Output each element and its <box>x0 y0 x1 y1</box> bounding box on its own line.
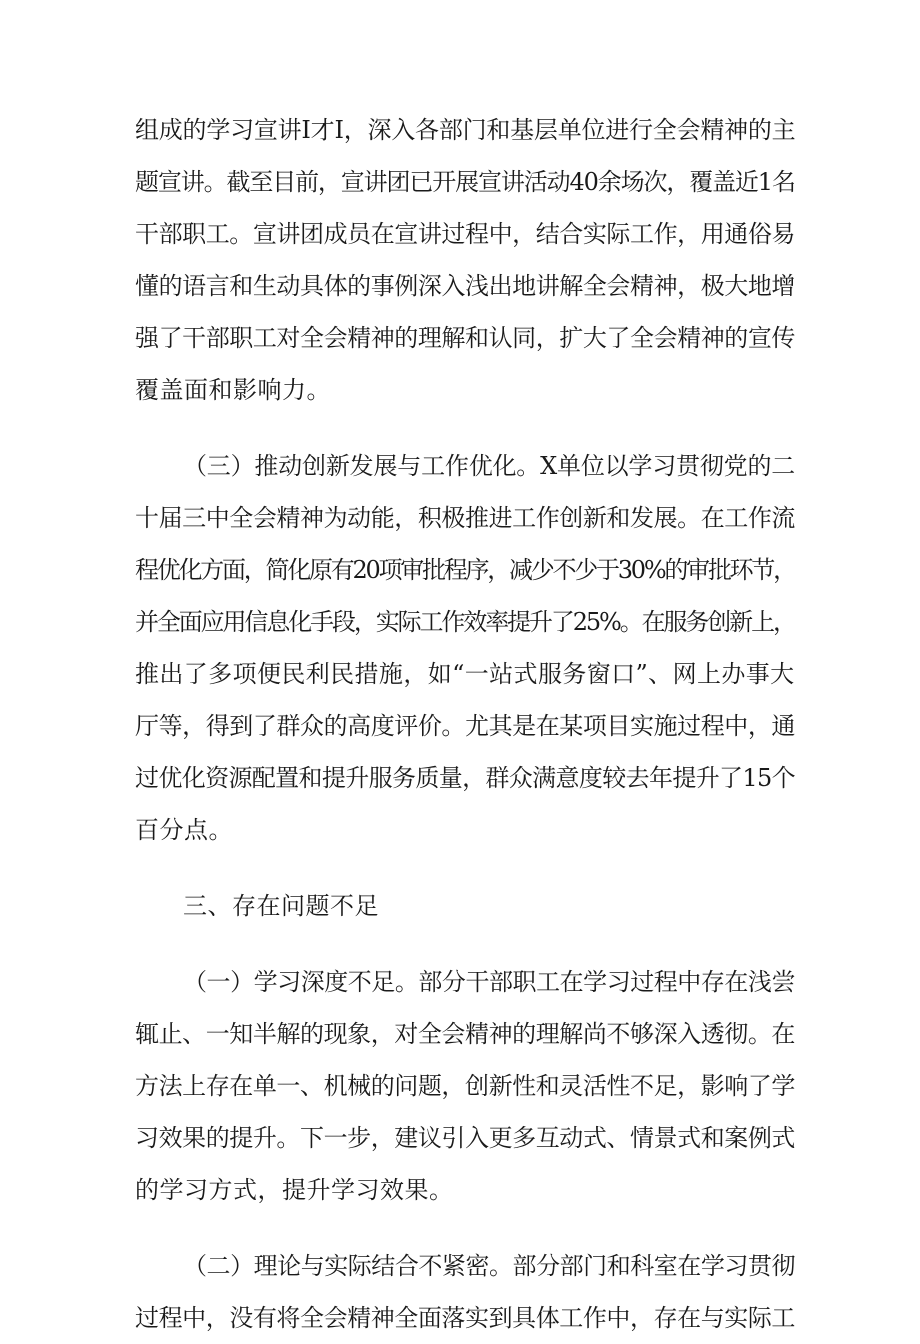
text-line: （一）学习深度不足。部分干部职工在学习过程中存在浅尝 <box>183 968 795 996</box>
text-line: 懂的语言和生动具体的事例深入浅出地讲解全会精神，极大地增 <box>135 272 795 300</box>
text-line: 三、存在问题不足 <box>183 892 379 920</box>
text-line: 辄止、一知半解的现象，对全会精神的理解尚不够深入透彻。在 <box>135 1020 795 1048</box>
paragraph-innovation <box>135 440 795 856</box>
section-heading-problems <box>135 880 795 932</box>
text-line: 过优化资源配置和提升服务质量，群众满意度较去年提升了15个 <box>135 764 796 792</box>
paragraph-propaganda-team <box>135 104 795 416</box>
paragraph-spacing <box>135 856 795 880</box>
text-line: 并全面应用信息化手段，实际工作效率提升了25%。在服务创新上， <box>135 608 795 636</box>
text-line: 组成的学习宣讲I才I，深入各部门和基层单位进行全会精神的主 <box>135 116 796 144</box>
text-line: 程优化方面，简化原有20项审批程序，减少不少于30%的审批环节， <box>135 556 795 584</box>
text-line: （三）推动创新发展与工作优化。X单位以学习贯彻党的二 <box>183 452 796 480</box>
paragraph-theory-practice <box>135 1240 795 1344</box>
paragraph-spacing <box>135 932 795 956</box>
document-body <box>135 104 795 1344</box>
text-line: 十届三中全会精神为动能，积极推进工作创新和发展。在工作流 <box>135 504 795 532</box>
text-line: （二）理论与实际结合不紧密。部分部门和科室在学习贯彻 <box>183 1252 795 1280</box>
text-line: 干部职工。宣讲团成员在宣讲过程中，结合实际工作，用通俗易 <box>135 220 795 248</box>
paragraph-spacing <box>135 1216 795 1240</box>
text-line: 题宣讲。截至目前，宣讲团已开展宣讲活动40余场次，覆盖近1名 <box>135 168 795 196</box>
text-line: 百分点。 <box>135 816 233 844</box>
paragraph-spacing <box>135 416 795 440</box>
text-line: 厅等，得到了群众的高度评价。尤其是在某项目实施过程中，通 <box>135 712 795 740</box>
text-line: 推出了多项便民利民措施，如“一站式服务窗口”、网上办事大 <box>135 660 795 688</box>
text-line: 习效果的提升。下一步，建议引入更多互动式、情景式和案例式 <box>135 1124 795 1152</box>
text-line: 覆盖面和影响力。 <box>135 376 331 404</box>
text-line: 强了干部职工对全会精神的理解和认同，扩大了全会精神的宣传 <box>135 324 795 352</box>
paragraph-study-depth <box>135 956 795 1216</box>
text-line: 过程中，没有将全会精神全面落实到具体工作中，存在与实际工 <box>135 1304 795 1332</box>
text-line: 方法上存在单一、机械的问题，创新性和灵活性不足，影响了学 <box>135 1072 795 1100</box>
text-line: 的学习方式，提升学习效果。 <box>135 1176 454 1204</box>
